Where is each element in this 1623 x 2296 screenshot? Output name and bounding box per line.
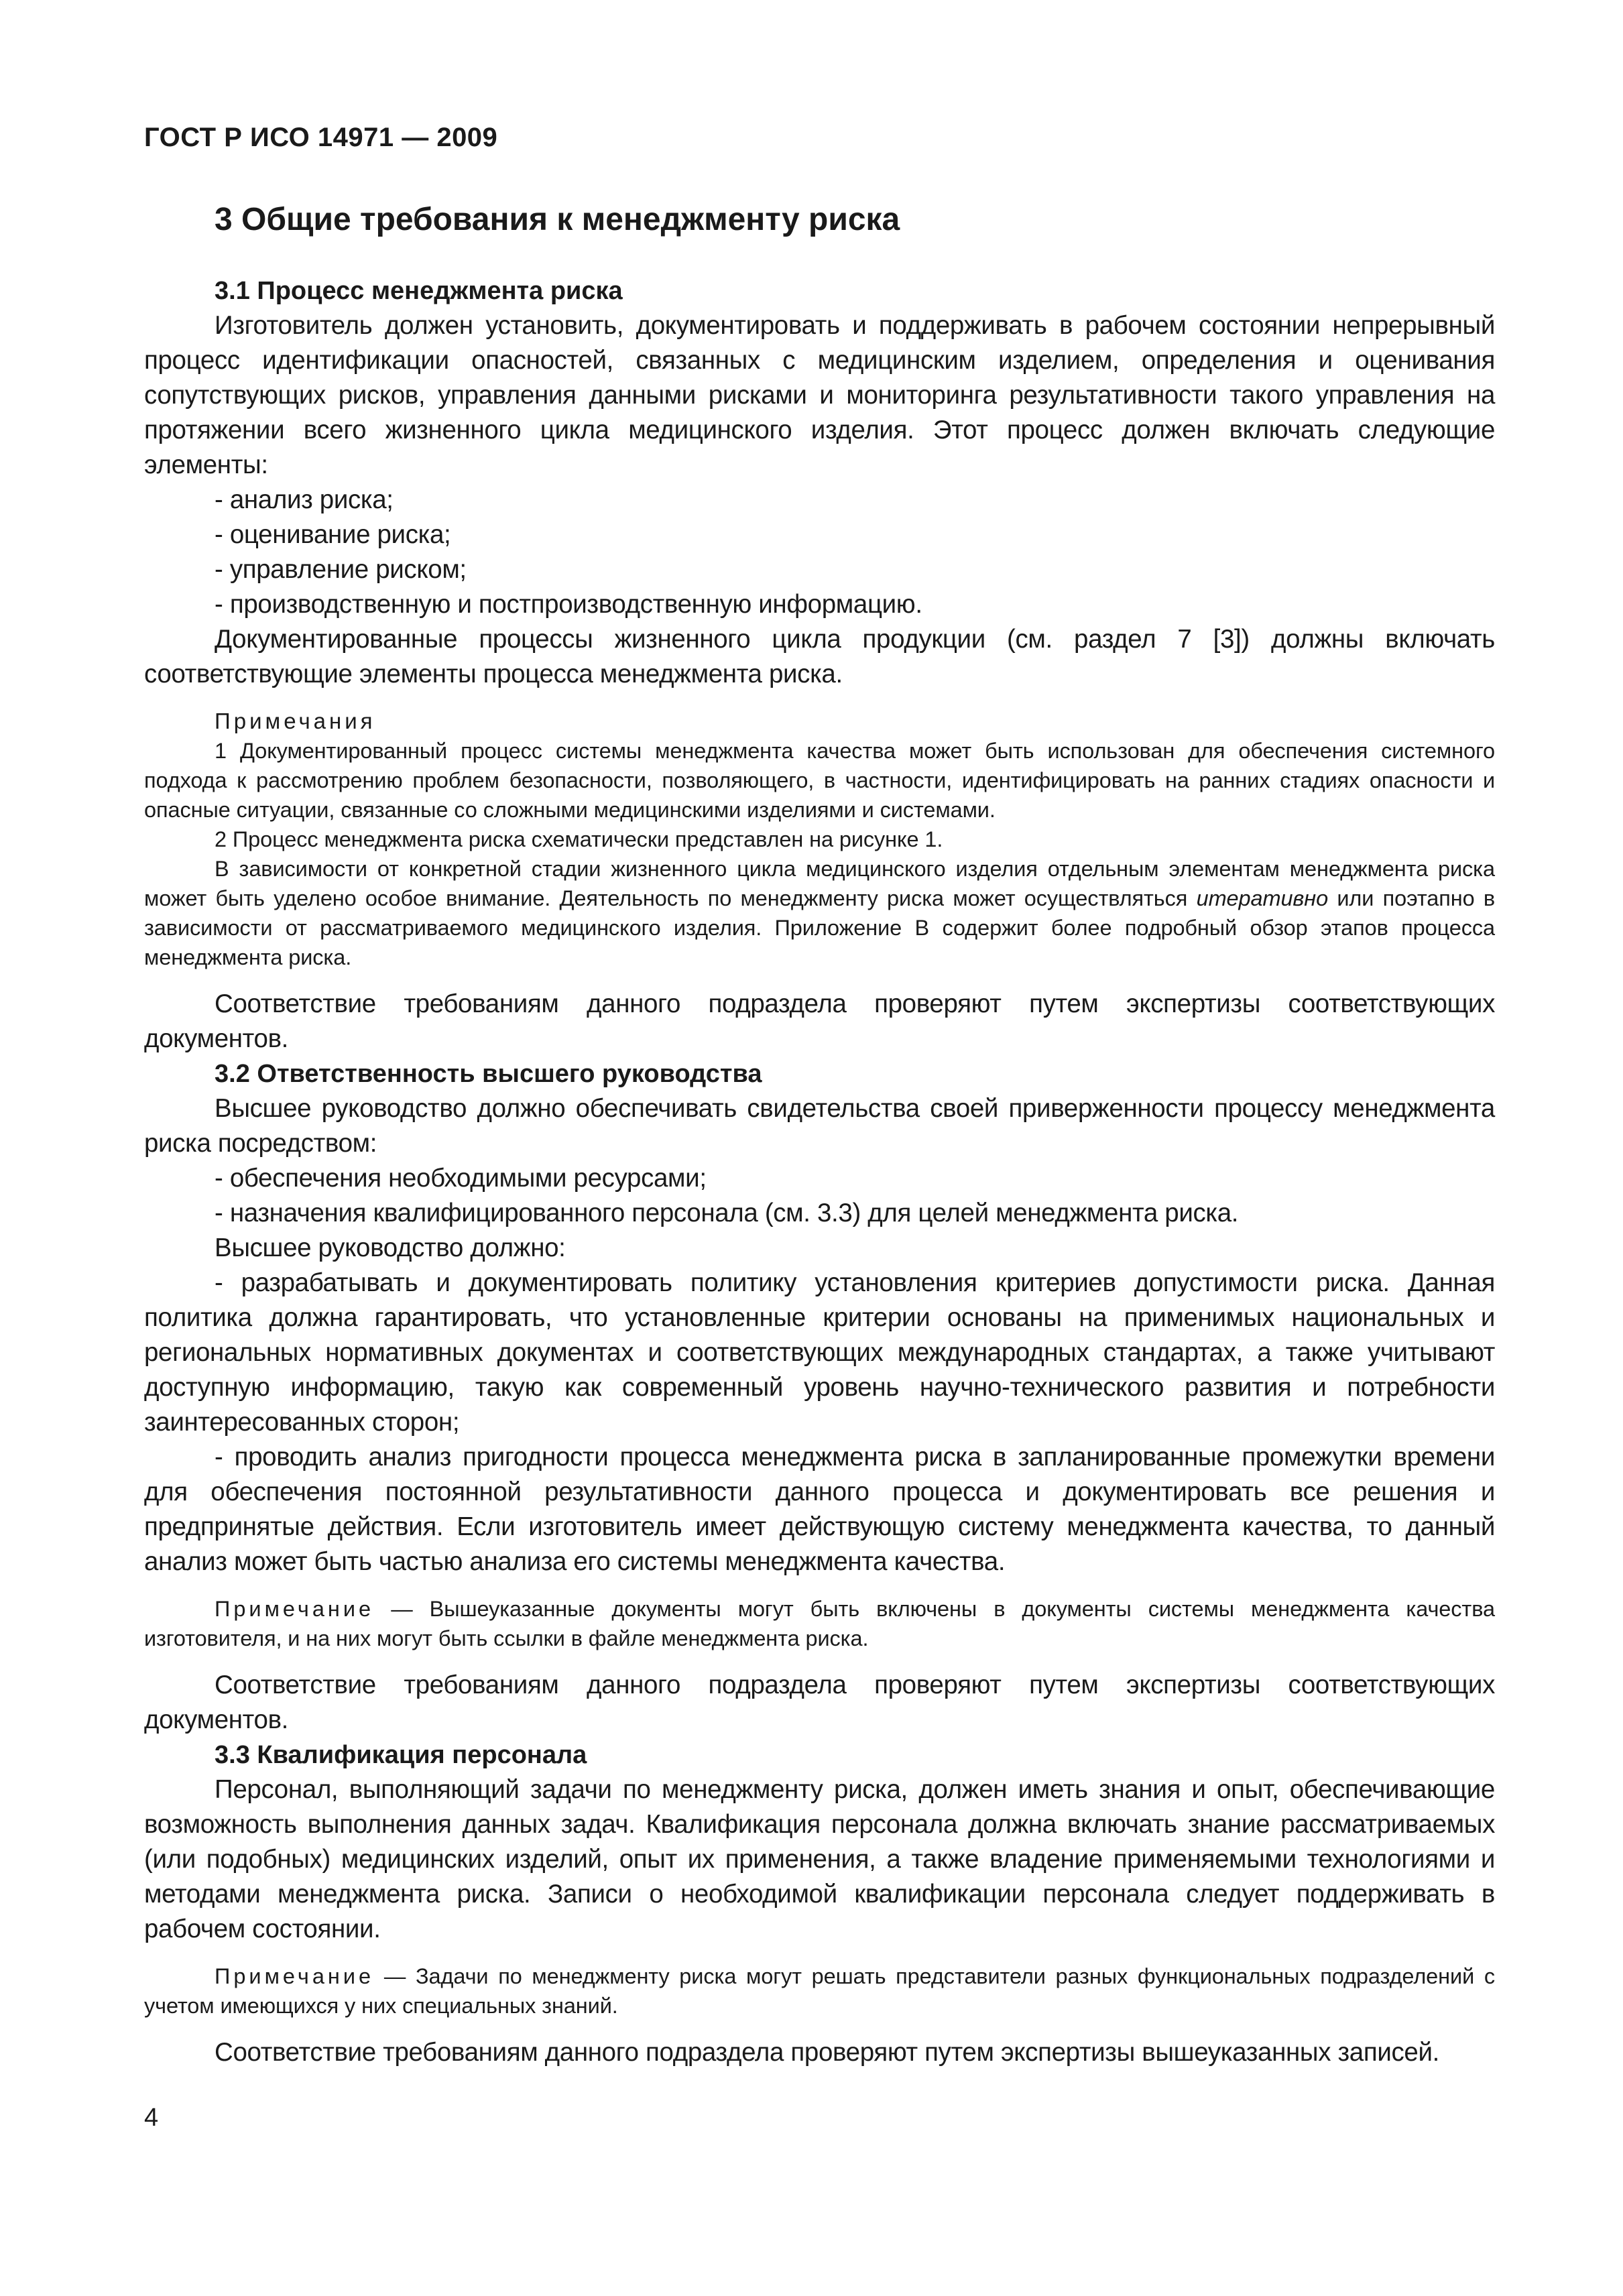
subsection-heading-3-3: 3.3 Квалификация персонала: [215, 1741, 587, 1769]
conformity-statement: Соответствие требованиям данного подраздела проверяют путем экспертизы соответствующих документов.: [144, 989, 1495, 1053]
paragraph: Высшее руководство должно обеспечивать свидетельства своей приверженности процессу менеджмента риска посредством:: [144, 1094, 1495, 1158]
list-item: - обеспечения необходимыми ресурсами;: [215, 1164, 707, 1193]
conformity-statement: Соответствие требованиям данного подраздела проверяют путем экспертизы вышеуказанных записей.: [215, 2038, 1439, 2067]
note-text: — Вышеуказанные документы могут быть включены в документы системы менеджмента качества изготовителя, и на них могут быть ссылки в файле менеджмента риска.: [144, 1597, 1495, 1650]
conformity-statement: Соответствие требованиям данного подраздела проверяют путем экспертизы соответствующих документов.: [144, 1671, 1495, 1734]
notes-heading: Примечания: [215, 709, 376, 733]
list-item: - оценивание риска;: [215, 520, 451, 549]
note-text: — Задачи по менеджменту риска могут решать представители разных функциональных подразделений с учетом имеющихся у них специальных знаний.: [144, 1964, 1495, 2018]
duty-item: - проводить анализ пригодности процесса менеджмента риска в запланированные промежутки времени для обеспечения постоянной результативности данного процесса и документировать все решения и предпринятые действия. Если изготовитель имеет действующую систему менеджмента качества, то данный анализ может быть частью анализа его системы менеджмента качества.: [144, 1443, 1495, 1576]
document-body: [144, 274, 1495, 2070]
note: [144, 1961, 1495, 2020]
list-item: - анализ риска;: [215, 485, 394, 514]
subsection-heading-3-2: 3.2 Ответственность высшего руководства: [215, 1060, 762, 1088]
note-2: 2 Процесс менеджмента риска схематически представлен на рисунке 1.: [215, 827, 943, 851]
note: [144, 1594, 1495, 1653]
paragraph: Изготовитель должен установить, документировать и поддерживать в рабочем состоянии непрерывный процесс идентификации опасностей, связанных с медицинским изделием, определения и оценивания сопутствующих рисков, управления данными рисками и мониторинга результативности такого управления на протяжении всего жизненного цикла медицинского изделия. Этот процесс должен включать следующие элементы:: [144, 311, 1495, 479]
note-3-text-after: или поэтапно в зависимости от рассматриваемого медицинского изделия. Приложение В содержит более подробный обзор этапов процесса менеджмента риска.: [144, 886, 1496, 969]
note-3-text-before: В зависимости от конкретной стадии жизненного цикла медицинского изделия отдельным элементам менеджмента риска может быть уделено особое внимание. Деятельность по менеджменту риска может осуществляться: [144, 857, 1495, 910]
note-3: [144, 854, 1495, 972]
list-item: - управление риском;: [215, 555, 467, 584]
list-item: - производственную и постпроизводственную информацию.: [215, 590, 922, 619]
note-label: Примечание: [215, 1597, 375, 1621]
note-1: 1 Документированный процесс системы менеджмента качества может быть использован для обеспечения системного подхода к рассмотрению проблем безопасности, позволяющего, в частности, идентифицировать на ранних стадиях опасности и опасные ситуации, связанные со сложными медицинскими изделиями и системами.: [144, 739, 1495, 822]
section-title: 3 Общие требования к менеджменту риска: [215, 202, 900, 237]
document-header-code: ГОСТ Р ИСО 14971 — 2009: [144, 123, 498, 152]
list-item: - назначения квалифицированного персонала (см. 3.3) для целей менеджмента риска.: [215, 1199, 1239, 1227]
subsection-heading-3-1: 3.1 Процесс менеджмента риска: [215, 277, 623, 305]
paragraph: Высшее руководство должно:: [215, 1233, 566, 1262]
paragraph: Документированные процессы жизненного цикла продукции (см. раздел 7 [3]) должны включать соответствующие элементы процесса менеджмента риска.: [144, 625, 1495, 688]
note-3-italic-term: итеративно: [1196, 886, 1329, 910]
duty-item: - разрабатывать и документировать политику установления критериев допустимости риска. Данная политика должна гарантировать, что установленные критерии основаны на применимых национальных и региональных нормативных документах и соответствующих международных стандартах, а также учитывают доступную информацию, такую как современный уровень научно-технического развития и потребности заинтересованных сторон;: [144, 1268, 1495, 1437]
paragraph: Персонал, выполняющий задачи по менеджменту риска, должен иметь знания и опыт, обеспечивающие возможность выполнения данных задач. Квалификация персонала должна включать знание рассматриваемых (или подобных) медицинских изделий, опыт их применения, а также владение применяемыми технологиями и методами менеджмента риска. Записи о необходимой квалификации персонала следует поддерживать в рабочем состоянии.: [144, 1775, 1495, 1943]
note-label: Примечание: [215, 1964, 375, 1988]
page-number: 4: [144, 2104, 159, 2132]
